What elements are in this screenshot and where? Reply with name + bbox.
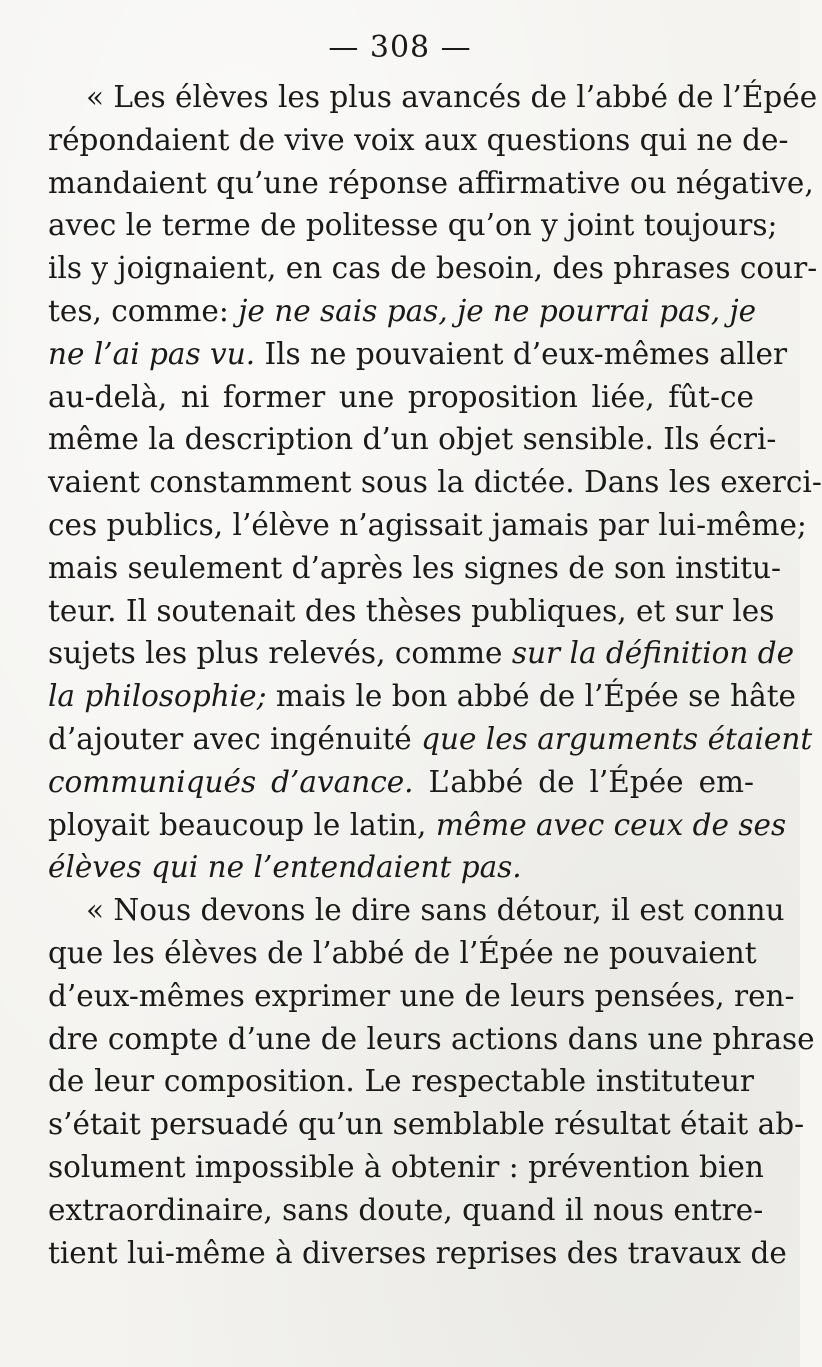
text-run: Ils ne pouvaient d’eux-mêmes aller [255,336,788,371]
text-run: « Nous devons le dire sans détour, il est connu [86,893,785,928]
text-line [48,932,757,975]
text-line [48,247,818,290]
text-run: avec le terme de politesse qu’on y joint toujours; [48,208,778,243]
text-line [48,1018,815,1061]
text-line [48,418,777,461]
text-run: ils y joignaient, en cas de besoin, des phrases cour- [48,251,818,286]
text-run: mais seulement d’après les signes de son institu- [48,550,781,585]
text-run: dre compte d’une de leurs actions dans une phrase [48,1021,815,1056]
text-line [48,632,795,675]
text-line [48,504,807,547]
text-line [48,590,775,633]
text-run: de leur composition. Le respectable instituteur [48,1064,754,1099]
text-run: sujets les plus relevés, comme [48,636,512,671]
italic-text: sur la définition de [511,636,795,671]
text-line [48,547,781,590]
text-run: L’abbé de l’Épée em- [413,764,754,799]
italic-text: communiqués d’avance. [48,764,414,799]
text-run: ces publics, l’élève n’agissait jamais par lui-même; [48,507,807,542]
text-run: s’était persuadé qu’un semblable résultat était ab- [48,1107,805,1142]
text-run: même la description d’un objet sensible. Ils écri- [48,422,777,457]
text-line [48,376,754,419]
text-line [48,290,757,333]
text-run: au-delà, ni former une proposition liée, fût-ce [48,379,754,414]
text-line [48,761,754,804]
text-run: solument impossible à obtenir : prévention bien [48,1149,764,1184]
text-line [48,1232,787,1275]
text-line [48,718,813,761]
text-run: teur. Il soutenait des thèses publiques, et sur les [48,593,775,628]
text-line [48,461,822,504]
text-run: ployait beaucoup le latin, [48,807,436,842]
text-run: d’eux-mêmes exprimer une de leurs pensées, ren- [48,978,795,1013]
text-run: répondaient de vive voix aux questions qui ne de- [48,122,789,157]
text-line [48,804,787,847]
body-text [48,76,822,1274]
text-line [48,204,778,247]
text-run: tient lui-même à diverses reprises des travaux de [48,1235,787,1270]
text-line [48,975,795,1018]
text-run: vaient constamment sous la dictée. Dans les exerci- [48,465,822,500]
text-run: tes, comme: [48,293,239,328]
text-line [48,119,789,162]
italic-text: ne l’ai pas vu. [48,336,256,371]
text-run: extraordinaire, sans doute, quand il nous entre- [48,1192,764,1227]
text-run: mais le bon abbé de l’Épée se hâte [266,679,797,714]
italic-text: que les arguments étaient [421,721,813,756]
text-line [48,162,814,205]
text-line [48,889,785,932]
text-line [48,333,788,376]
text-line [48,76,818,119]
text-line [48,675,797,718]
text-run: mandaient qu’une réponse affirmative ou négative, [48,165,814,200]
text-line [48,1060,754,1103]
text-run: « Les élèves les plus avancés de l’abbé de l’Épée [86,80,818,114]
italic-text: je ne sais pas, je ne pourrai pas, je [238,293,757,328]
italic-text: élèves qui ne l’entendaient pas. [48,850,522,885]
text-run: que les élèves de l’abbé de l’Épée ne pouvaient [48,935,757,970]
italic-text: même avec ceux de ses [435,807,787,842]
text-line [48,1189,764,1232]
text-line [48,846,754,889]
text-line [48,1146,764,1189]
page-number: — 308 — [328,30,472,65]
text-run: d’ajouter avec ingénuité [48,721,422,756]
italic-text: la philosophie; [48,679,267,714]
text-line [48,1103,805,1146]
